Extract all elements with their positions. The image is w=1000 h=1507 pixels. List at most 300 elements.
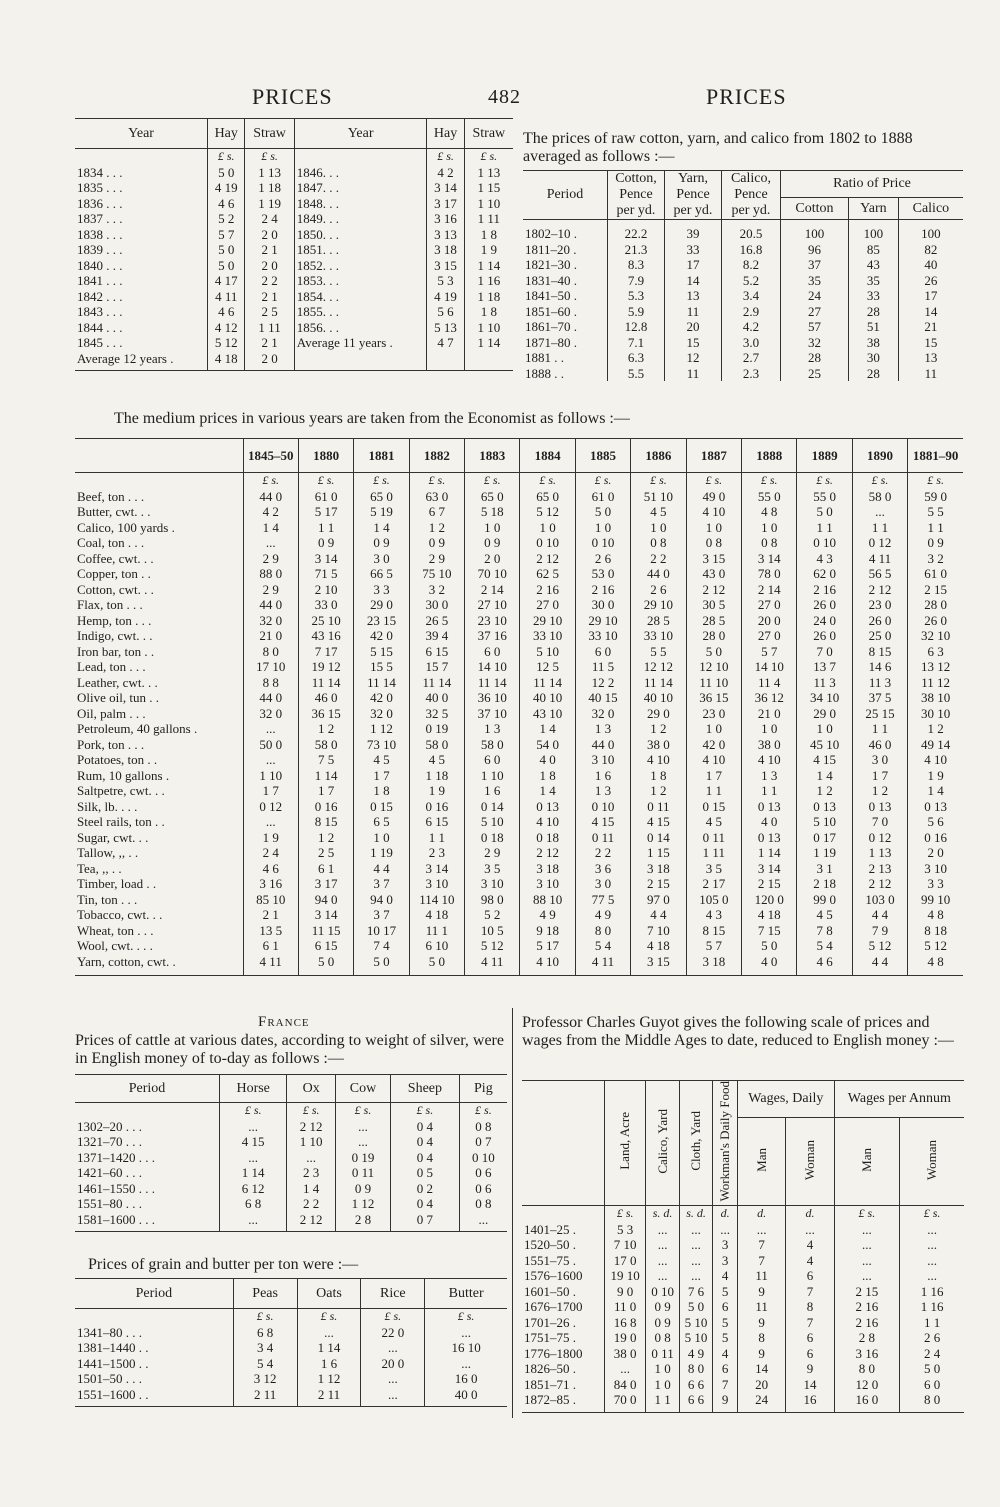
table-cell: Silk, lb. . . .: [77, 798, 138, 814]
table-cell: ...: [679, 1253, 712, 1269]
table-cell: 2 13: [852, 861, 907, 877]
unit-cell: £ s.: [335, 1103, 390, 1119]
table-cell: 1 13: [245, 165, 294, 181]
unit-cell: £ s.: [465, 473, 520, 489]
table-cell: ...: [834, 1253, 899, 1269]
table-cell: 1 15: [464, 180, 513, 196]
table-cell: ...: [713, 1222, 738, 1238]
table-row: [75, 644, 963, 660]
table-cell: 21 0: [742, 706, 797, 722]
table-cell: 3.0: [722, 335, 781, 351]
table-cell: 3 14: [298, 907, 353, 923]
table-cell: 11 1: [409, 923, 464, 939]
table-cell: 33 10: [631, 628, 686, 644]
table-cell: 1 0: [575, 520, 630, 536]
table-cell: 4 15: [220, 1134, 287, 1150]
table-cell: [464, 351, 513, 367]
table-cell: 6 12: [220, 1181, 287, 1197]
table-cell: 4 18: [742, 907, 797, 923]
table-cell: 15 5: [354, 659, 409, 675]
table-cell: 46 0: [298, 690, 353, 706]
table-cell: 1 14: [464, 335, 513, 351]
table-cell: 99 0: [797, 892, 852, 908]
table-cell: 1 0: [646, 1377, 679, 1393]
table-cell: 9: [738, 1346, 786, 1362]
table-cell: 4 10: [908, 752, 963, 768]
table-row: [75, 289, 513, 305]
table-cell: 0 11: [575, 830, 630, 846]
table-cell: Cotton, cwt. . .: [77, 581, 154, 597]
table-cell: 5 10: [797, 814, 852, 830]
table-cell: 49 14: [908, 737, 963, 753]
table-cell: [294, 351, 427, 367]
table-cell: 1843 . . .: [77, 304, 123, 319]
col-food: Workman's Daily Food: [717, 1081, 733, 1202]
spacer-row: [75, 969, 963, 976]
table-cell: 5.3: [608, 288, 665, 304]
table-cell: 2 14: [465, 582, 520, 598]
table-cell: 6 1: [298, 861, 353, 877]
table-cell: 1576–1600: [524, 1268, 583, 1283]
table-cell: 5 0: [409, 954, 464, 970]
spacer-cell: [738, 1408, 786, 1413]
table-cell: 1 11: [464, 211, 513, 227]
table-cell: 1 2: [298, 721, 353, 737]
table-cell: 4.2: [722, 319, 781, 335]
table-cell: ...: [605, 1361, 646, 1377]
table-cell: Hemp, ton . . .: [77, 612, 152, 628]
table-cell: 120 0: [742, 892, 797, 908]
table-cell: 59 0: [908, 489, 963, 505]
table-cell: 1676–1700: [524, 1299, 583, 1314]
table-cell: 20 0: [361, 1356, 425, 1372]
table-cell: 2.3: [722, 366, 781, 382]
table-cell: ...: [646, 1268, 679, 1284]
france-cattle-table: [75, 1074, 507, 1232]
spacer-cell: [220, 1227, 287, 1232]
table-cell: 0 10: [575, 535, 630, 551]
table-cell: 0 10: [797, 535, 852, 551]
table-cell: 8.2: [722, 257, 781, 273]
unit-cell: £ s.: [427, 149, 464, 165]
table-cell: 1441–1500 . .: [77, 1355, 149, 1371]
spacer-cell: [852, 969, 907, 976]
table-cell: 1 6: [297, 1356, 361, 1372]
table-cell: 2 4: [245, 211, 294, 227]
table-cell: Timber, load . .: [77, 876, 157, 891]
unit-cell: £ s.: [742, 473, 797, 489]
table-row: [75, 845, 963, 861]
table-cell: 1 14: [742, 845, 797, 861]
table-cell: 4 6: [208, 196, 245, 212]
table-cell: 5 0: [679, 1299, 712, 1315]
unit-row: [75, 473, 963, 489]
table-cell: 0 9: [646, 1315, 679, 1331]
table-cell: 13 5: [243, 923, 298, 939]
spacer-cell: [575, 969, 630, 976]
table-cell: 11 12: [908, 675, 963, 691]
table-cell: 29 10: [520, 613, 575, 629]
spacer-cell: [464, 366, 513, 371]
table-cell: 0 18: [520, 830, 575, 846]
table-cell: ...: [425, 1356, 507, 1372]
table-cell: 1 11: [245, 320, 294, 336]
col-year: Year: [128, 125, 154, 141]
table-cell: 32 5: [409, 706, 464, 722]
table-cell: 62 0: [797, 566, 852, 582]
table-cell: 3 16: [243, 876, 298, 892]
table-cell: 2 1: [245, 335, 294, 351]
table-cell: 2 15: [834, 1284, 899, 1300]
col-year: 1845–50: [243, 439, 298, 473]
table-cell: 17: [665, 257, 722, 273]
table-cell: 4 11: [208, 289, 245, 305]
table-cell: ...: [900, 1253, 964, 1269]
table-cell: 88 0: [243, 566, 298, 582]
table-cell: 1821–30 .: [525, 257, 577, 272]
table-cell: 4 10: [686, 504, 741, 520]
table-cell: 4 5: [797, 907, 852, 923]
table-cell: 23 0: [686, 706, 741, 722]
table-cell: 2 4: [243, 845, 298, 861]
table-cell: 0 8: [646, 1330, 679, 1346]
table-cell: Tobacco, cwt. . .: [77, 907, 163, 922]
table-cell: 1 16: [900, 1284, 964, 1300]
table-cell: 26 0: [852, 613, 907, 629]
unit-cell: s. d.: [646, 1206, 679, 1222]
table-cell: 6 8: [220, 1196, 287, 1212]
table-cell: 1 18: [245, 180, 294, 196]
table-cell: 11 15: [298, 923, 353, 939]
economist-caption: [114, 410, 630, 428]
running-head-left: PRICES: [252, 84, 333, 109]
unit-row: [522, 1206, 964, 1222]
table-cell: 1 1: [852, 721, 907, 737]
table-cell: 11 4: [742, 675, 797, 691]
table-cell: ...: [646, 1237, 679, 1253]
table-cell: 1 2: [409, 520, 464, 536]
table-cell: 71 5: [298, 566, 353, 582]
table-cell: 0 19: [335, 1150, 390, 1166]
table-cell: 4 18: [409, 907, 464, 923]
table-cell: 14: [665, 273, 722, 289]
table-cell: 1881 . .: [525, 350, 564, 365]
table-cell: 1 9: [409, 783, 464, 799]
table-cell: 40 0: [409, 690, 464, 706]
spacer-cell: [427, 366, 464, 371]
col-header: Pig: [459, 1075, 507, 1103]
table-cell: 1461–1550 . . .: [77, 1180, 155, 1196]
table-cell: 20.5: [722, 226, 781, 242]
table-cell: 11: [665, 366, 722, 382]
table-cell: 1854. . .: [294, 289, 427, 305]
table-cell: 0 9: [409, 535, 464, 551]
table-cell: 5 12: [852, 938, 907, 954]
table-cell: 1 1: [908, 520, 963, 536]
table-cell: 1 10: [287, 1134, 336, 1150]
table-cell: 5 0: [208, 242, 245, 258]
table-cell: 28: [848, 304, 898, 320]
table-cell: 28 5: [686, 613, 741, 629]
table-cell: 8: [786, 1299, 834, 1315]
table-cell: 54 0: [520, 737, 575, 753]
table-cell: ...: [220, 1119, 287, 1135]
spacer-cell: [287, 1227, 336, 1232]
spacer-cell: [520, 969, 575, 976]
table-cell: 0 9: [335, 1181, 390, 1197]
unit-cell: £ s.: [834, 1206, 899, 1222]
table-cell: 1551–75 .: [524, 1252, 576, 1268]
table-cell: 26: [898, 273, 963, 289]
unit-cell: £ s.: [425, 1309, 507, 1325]
spacer-row: [522, 1408, 964, 1413]
table-cell: 2 11: [233, 1387, 297, 1403]
table-cell: Indigo, cwt. . .: [77, 628, 153, 643]
table-cell: 1 7: [243, 783, 298, 799]
table-cell: Calico, 100 yards .: [77, 519, 175, 535]
table-row: [75, 628, 963, 644]
table-cell: 1872–85 .: [524, 1392, 576, 1407]
unit-cell: £ s.: [686, 473, 741, 489]
table-row: [75, 582, 963, 598]
table-cell: 1836 . . .: [77, 195, 123, 211]
table-cell: 2 9: [243, 582, 298, 598]
table-cell: 3 7: [354, 907, 409, 923]
table-row: [75, 938, 963, 954]
table-row: [522, 1268, 964, 1284]
table-cell: ...: [459, 1212, 507, 1228]
table-cell: 1826–50 .: [524, 1361, 576, 1376]
table-cell: 0 7: [459, 1134, 507, 1150]
table-cell: 5 3: [605, 1222, 646, 1238]
table-cell: 1842 . . .: [77, 288, 123, 304]
table-cell: 1 8: [631, 768, 686, 784]
table-cell: 1 3: [742, 768, 797, 784]
table-cell: 33 10: [575, 628, 630, 644]
spacer-cell: [298, 969, 353, 976]
table-cell: 5 6: [427, 304, 464, 320]
table-cell: 1852. . .: [294, 258, 427, 274]
table-cell: 38 0: [631, 737, 686, 753]
table-cell: 1421–60 . . .: [77, 1165, 142, 1180]
table-cell: 36 10: [465, 690, 520, 706]
table-cell: 1 18: [409, 768, 464, 784]
table-cell: 1 11: [686, 845, 741, 861]
unit-cell: £ s.: [297, 1309, 361, 1325]
table-cell: 3 5: [465, 861, 520, 877]
col-header: Butter: [425, 1279, 507, 1309]
unit-row: [75, 149, 513, 165]
table-cell: 6 15: [409, 814, 464, 830]
table-cell: 16 8: [605, 1315, 646, 1331]
table-cell: 0 9: [298, 535, 353, 551]
table-cell: 2 6: [631, 582, 686, 598]
table-cell: 65 0: [354, 489, 409, 505]
table-cell: Iron bar, ton . .: [77, 643, 155, 659]
table-cell: 11 14: [465, 675, 520, 691]
table-row: [522, 1299, 964, 1315]
table-cell: 3 10: [575, 752, 630, 768]
table-cell: 1 7: [686, 768, 741, 784]
table-cell: 16 0: [834, 1392, 899, 1408]
table-cell: 78 0: [742, 566, 797, 582]
table-cell: 40: [898, 257, 963, 273]
table-row: [523, 257, 963, 273]
spacer-cell: [713, 1408, 738, 1413]
table-cell: 19 12: [298, 659, 353, 675]
table-cell: 2 1: [243, 907, 298, 923]
table-cell: 40 15: [575, 690, 630, 706]
table-cell: 5 0: [900, 1361, 964, 1377]
unit-cell: £ s.: [298, 473, 353, 489]
table-cell: 7 10: [631, 923, 686, 939]
table-cell: 9: [786, 1361, 834, 1377]
table-cell: 40 0: [425, 1387, 507, 1403]
table-cell: ...: [834, 1237, 899, 1253]
table-cell: 11 14: [354, 675, 409, 691]
unit-cell: d.: [738, 1206, 786, 1222]
table-cell: 1 0: [646, 1361, 679, 1377]
table-cell: 77 5: [575, 892, 630, 908]
table-cell: Flax, ton . . .: [77, 597, 143, 612]
table-cell: 45 10: [797, 737, 852, 753]
table-cell: 3 14: [742, 861, 797, 877]
table-row: [75, 242, 513, 258]
table-cell: 1851–60 .: [525, 303, 577, 319]
table-cell: 4 11: [575, 954, 630, 970]
table-row: [522, 1284, 964, 1300]
table-cell: 32 0: [354, 706, 409, 722]
table-cell: 4 5: [354, 752, 409, 768]
spacer-cell: [75, 1227, 220, 1232]
table-cell: 1 13: [852, 845, 907, 861]
table-cell: ...: [425, 1325, 507, 1341]
table-cell: 6 15: [409, 644, 464, 660]
table-cell: 4 18: [631, 938, 686, 954]
table-row: [522, 1330, 964, 1346]
table-cell: 0 13: [852, 799, 907, 815]
table-cell: 12 0: [834, 1377, 899, 1393]
table-cell: 6 6: [679, 1392, 712, 1408]
table-row: [75, 1134, 507, 1150]
table-cell: 2 12: [287, 1119, 336, 1135]
table-cell: 2 3: [287, 1165, 336, 1181]
table-cell: Tin, ton . . .: [77, 891, 138, 907]
table-cell: 70 10: [465, 566, 520, 582]
unit-cell: £ s.: [464, 149, 513, 165]
table-cell: 25 0: [852, 628, 907, 644]
spacer-cell: [75, 366, 208, 371]
table-cell: 62 5: [520, 566, 575, 582]
table-cell: 0 8: [742, 535, 797, 551]
table-cell: 103 0: [852, 892, 907, 908]
unit-row: [75, 1309, 507, 1325]
table-cell: 4 8: [908, 907, 963, 923]
table-cell: 4 2: [243, 504, 298, 520]
table-cell: 1 7: [852, 768, 907, 784]
table-cell: 0 14: [465, 799, 520, 815]
table-cell: 1581–1600 . . .: [77, 1211, 155, 1227]
table-cell: 2.7: [722, 350, 781, 366]
table-cell: 2 16: [797, 582, 852, 598]
table-cell: 5 7: [686, 938, 741, 954]
table-cell: 13 7: [797, 659, 852, 675]
table-cell: 11 0: [605, 1299, 646, 1315]
table-row: [75, 1325, 507, 1341]
grain-table: [75, 1278, 507, 1407]
table-cell: 2 15: [908, 582, 963, 598]
table-cell: 0 17: [797, 830, 852, 846]
hay-straw-table: [75, 118, 513, 371]
table-cell: 114 10: [409, 892, 464, 908]
table-cell: 100: [848, 226, 898, 242]
table-cell: 6: [713, 1299, 738, 1315]
table-cell: 30 0: [409, 597, 464, 613]
table-cell: 1841 . . .: [77, 273, 123, 288]
table-row: [75, 535, 963, 551]
table-cell: 1302–20 . . .: [77, 1118, 142, 1134]
table-cell: 0 9: [465, 535, 520, 551]
table-cell: Olive oil, tun . .: [77, 690, 159, 705]
table-cell: 1 10: [465, 768, 520, 784]
table-cell: 11 14: [298, 675, 353, 691]
table-cell: Lead, ton . . .: [77, 659, 146, 674]
table-row: [75, 165, 513, 181]
table-cell: 5 12: [908, 938, 963, 954]
table-cell: 26 0: [797, 628, 852, 644]
table-cell: 1 2: [852, 783, 907, 799]
unit-cell: [75, 473, 243, 489]
table-cell: 51 10: [631, 489, 686, 505]
unit-cell: £ s.: [354, 473, 409, 489]
table-cell: 0 12: [852, 535, 907, 551]
table-cell: ...: [834, 1222, 899, 1238]
table-cell: 12 5: [520, 659, 575, 675]
unit-cell: £ s.: [361, 1309, 425, 1325]
table-cell: 88 10: [520, 892, 575, 908]
table-row: [523, 319, 963, 335]
table-cell: 7: [713, 1377, 738, 1393]
table-cell: 5 4: [233, 1356, 297, 1372]
table-cell: 13: [898, 350, 963, 366]
table-cell: 5 12: [465, 938, 520, 954]
table-cell: 33 10: [520, 628, 575, 644]
table-cell: 4 11: [852, 551, 907, 567]
table-cell: 2 16: [575, 582, 630, 598]
table-cell: 4 11: [465, 954, 520, 970]
col-calico: Calico, Yard: [654, 1108, 670, 1174]
table-cell: 25 10: [298, 613, 353, 629]
table-cell: 61 0: [575, 489, 630, 505]
table-cell: 27 10: [465, 597, 520, 613]
table-cell: 2 12: [852, 876, 907, 892]
spacer-cell: [391, 1227, 460, 1232]
table-cell: 55 0: [742, 489, 797, 505]
table-cell: 28 5: [631, 613, 686, 629]
table-cell: 1 4: [520, 783, 575, 799]
table-cell: Wheat, ton . . .: [77, 922, 154, 938]
table-cell: 14 10: [465, 659, 520, 675]
table-cell: 75 10: [409, 566, 464, 582]
table-cell: 0 10: [459, 1150, 507, 1166]
table-cell: 27 0: [742, 597, 797, 613]
table-cell: 94 0: [298, 892, 353, 908]
table-cell: 0 8: [459, 1119, 507, 1135]
table-cell: 0 13: [742, 830, 797, 846]
table-cell: 23 15: [354, 613, 409, 629]
spacer-cell: [797, 969, 852, 976]
table-cell: 1 0: [797, 721, 852, 737]
